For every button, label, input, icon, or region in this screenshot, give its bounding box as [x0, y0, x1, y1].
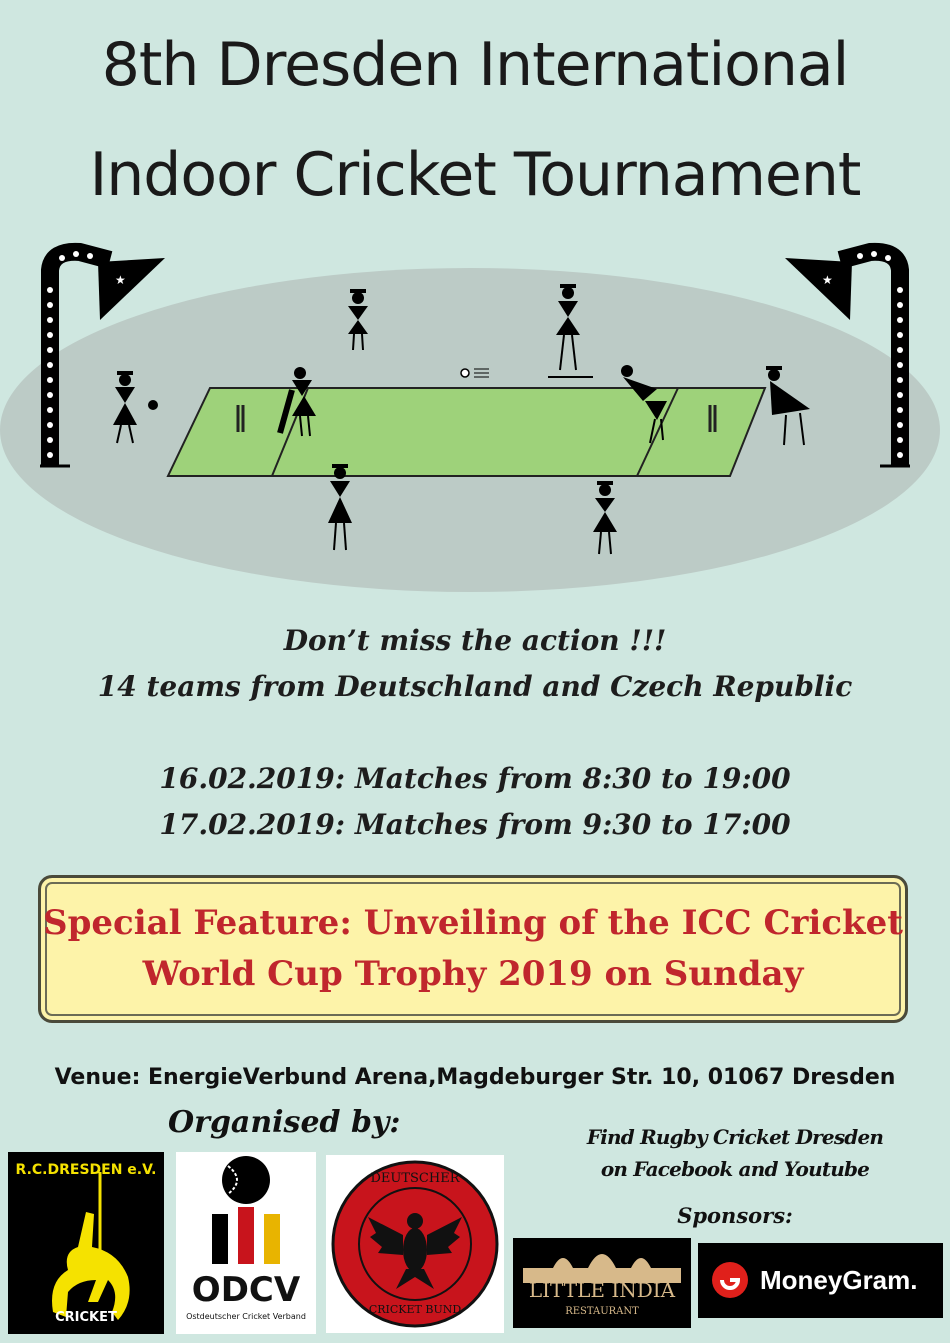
rc-cricket-text: CRICKET	[55, 1310, 117, 1325]
find-us-line-1: Find Rugby Cricket Dresden	[586, 1125, 884, 1149]
svg-text:★: ★	[115, 273, 126, 287]
little-india-logo	[513, 1238, 691, 1328]
tagline-1: Don’t miss the action !!!	[283, 624, 667, 657]
odcv-text: ODCV	[191, 1270, 301, 1310]
schedule-day-1: 16.02.2019: Matches from 8:30 to 19:00	[159, 762, 791, 795]
venue-text: Venue: EnergieVerbund Arena,Magdeburger Str. 10, 01067 Dresden	[54, 1065, 896, 1090]
svg-text:★: ★	[822, 273, 833, 287]
odcv-subtext: Ostdeutscher Cricket Verband	[186, 1312, 306, 1321]
title-line-2: Indoor Cricket Tournament	[89, 140, 861, 210]
tagline-2: 14 teams from Deutschland and Czech Republic	[97, 670, 853, 703]
horse-rider-icon	[8, 1152, 164, 1334]
cricket-ball-icon	[176, 1152, 316, 1272]
organised-by-label: Organised by:	[168, 1105, 401, 1140]
rc-dresden-text: R.C.DRESDEN e.V.	[15, 1162, 157, 1178]
odcv-logo	[176, 1152, 316, 1334]
cricket-field-illustration	[0, 240, 950, 600]
dcb-top-text: DEUTSCHER	[370, 1171, 460, 1186]
palace-icon	[513, 1238, 691, 1283]
feature-line-2: World Cup Trophy 2019 on Sunday	[142, 954, 804, 994]
little-india-subtext: RESTAURANT	[565, 1306, 639, 1317]
deutscher-cricket-bund-logo	[326, 1155, 504, 1333]
schedule-day-2: 17.02.2019: Matches from 9:30 to 17:00	[159, 808, 791, 841]
sponsors-label: Sponsors:	[677, 1203, 793, 1228]
pitch	[168, 388, 765, 476]
feature-line-1: Special Feature: Unveiling of the ICC Cricket	[43, 903, 903, 943]
rc-dresden-logo	[8, 1152, 164, 1334]
moneygram-text: MoneyGram.	[760, 1265, 918, 1295]
dcb-bottom-text: CRICKET BUND	[368, 1303, 462, 1316]
find-us-line-2: on Facebook and Youtube	[600, 1157, 870, 1181]
title-line-1: 8th Dresden International	[101, 30, 849, 100]
little-india-text: LITTLE INDIA	[528, 1278, 676, 1302]
special-feature-box	[38, 875, 908, 1023]
moneygram-logo	[698, 1243, 943, 1318]
